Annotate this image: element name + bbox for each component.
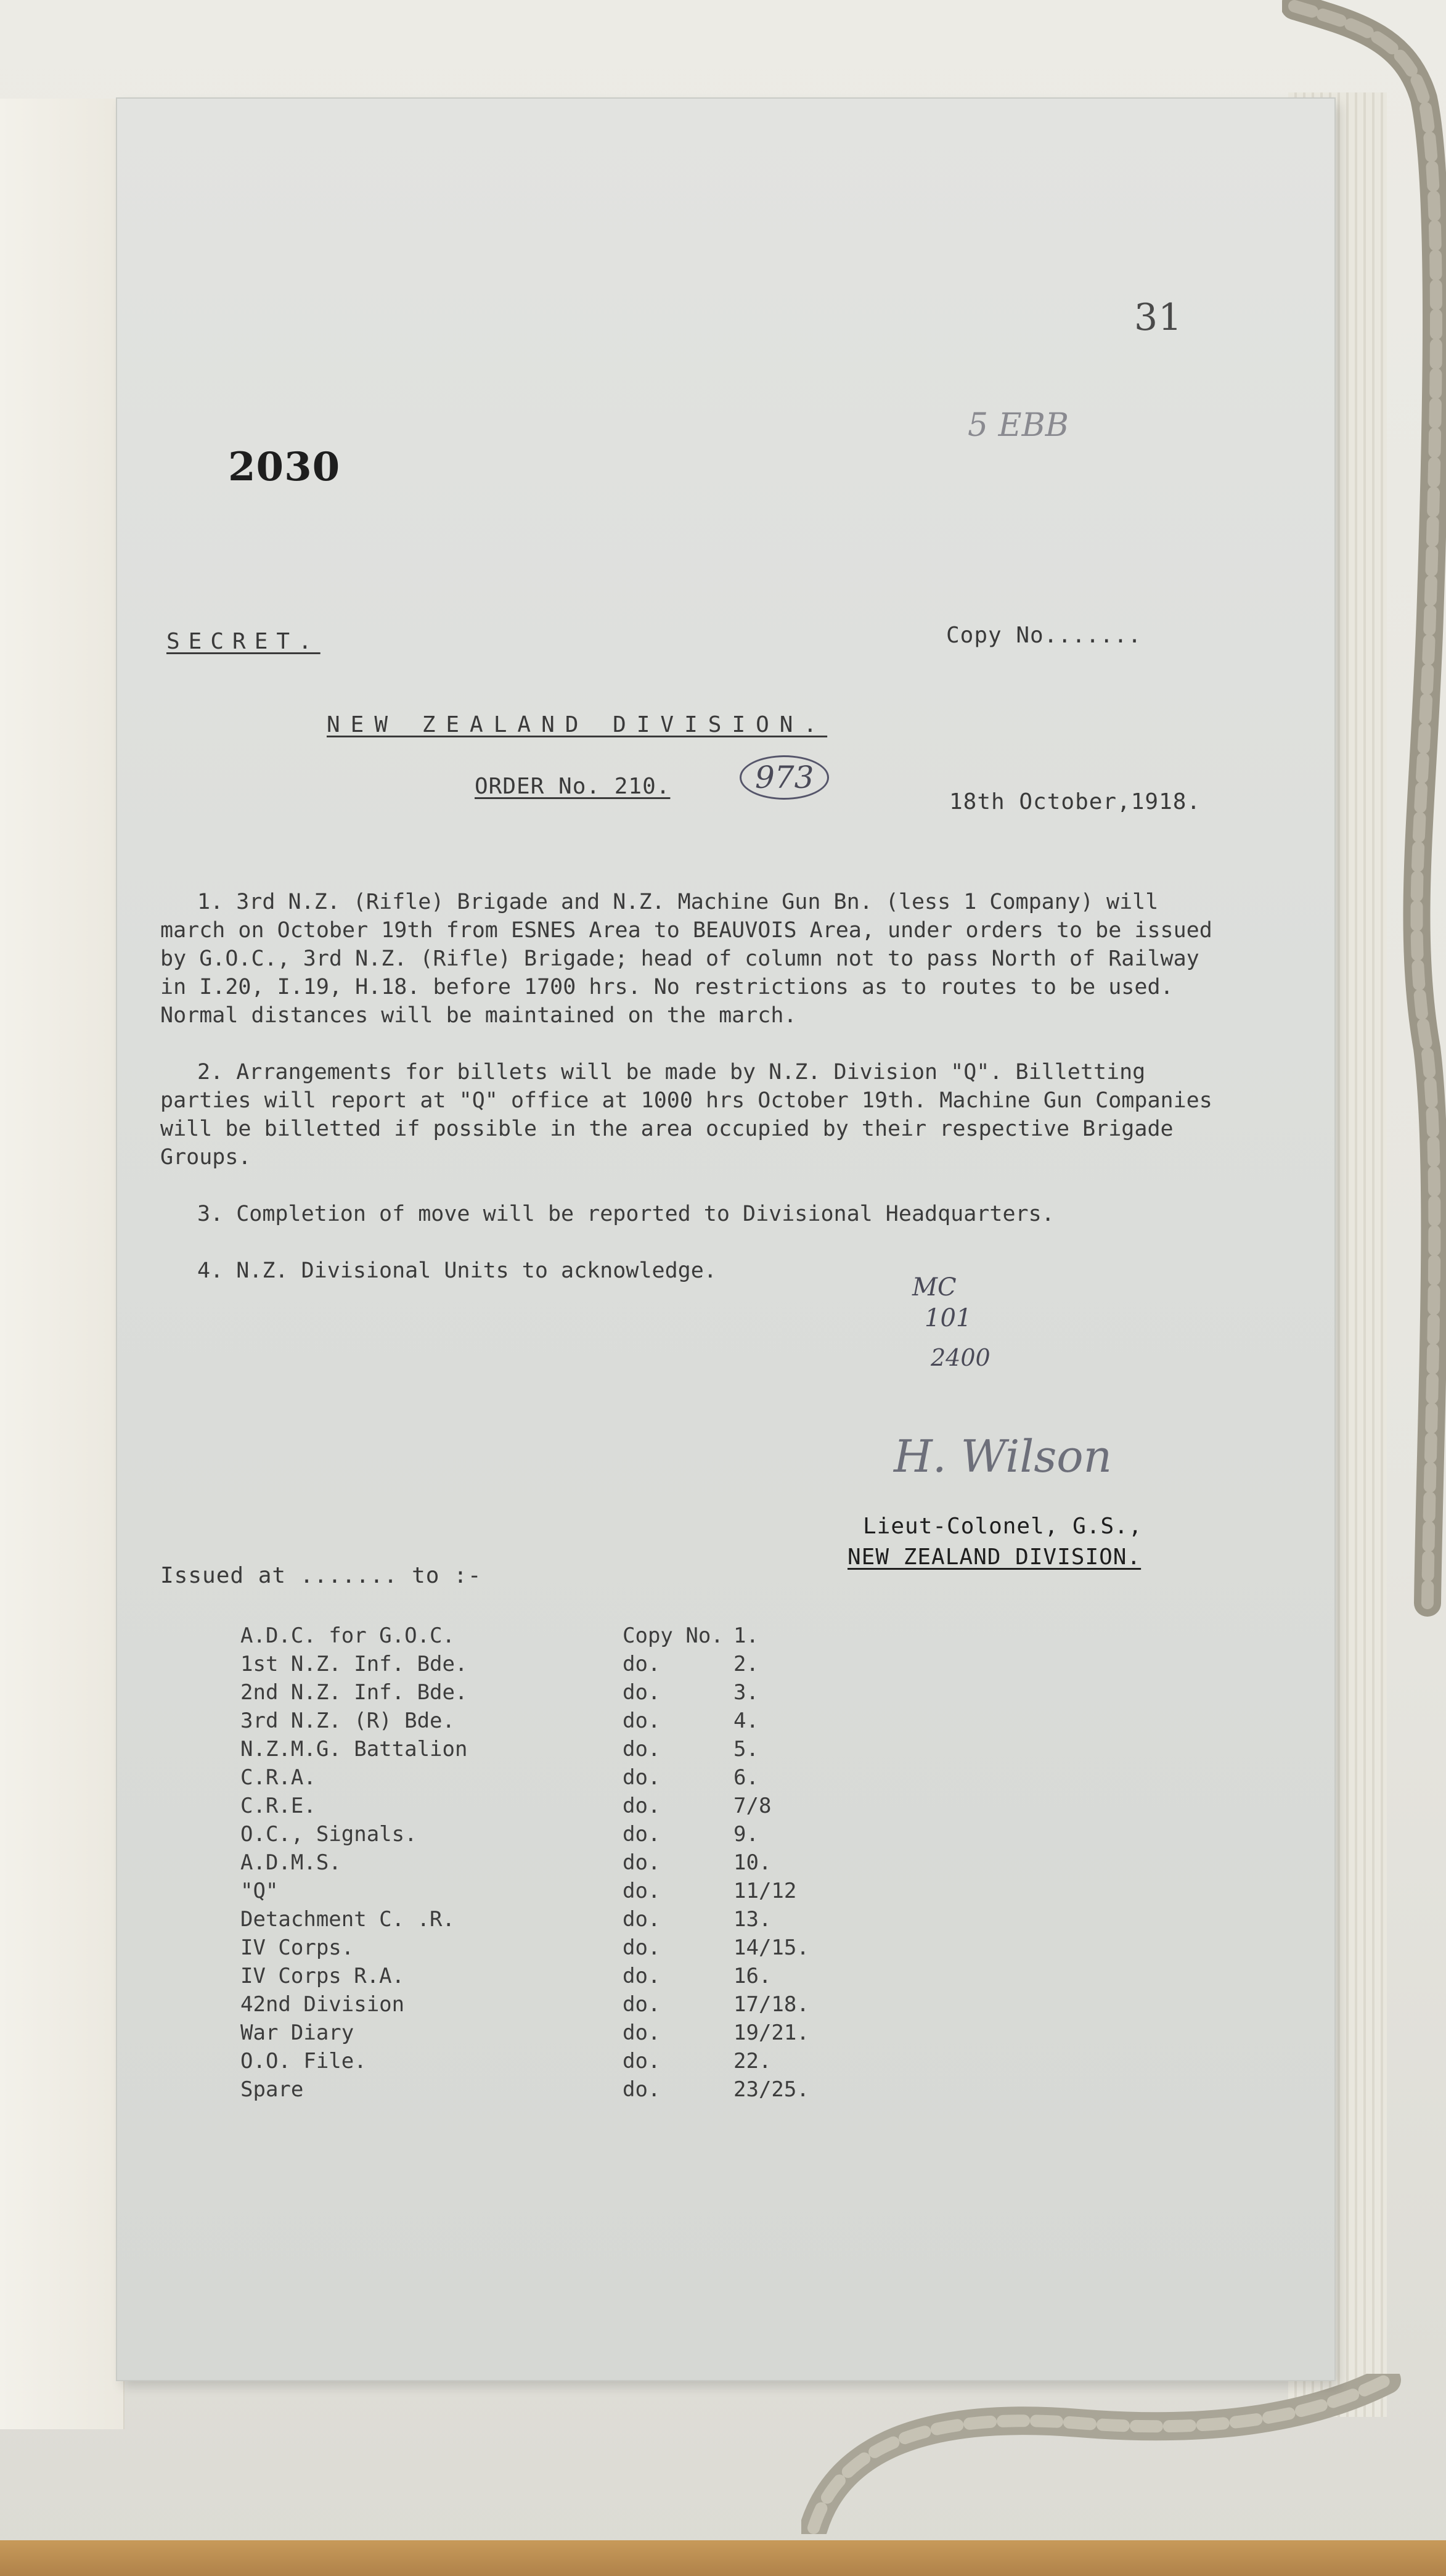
distribution-unit: O.O. File. [240,2049,367,2074]
distribution-ditto: do. [623,2020,661,2045]
distribution-unit: Spare [240,2077,304,2102]
copy-number: Copy No....... [946,623,1142,648]
distribution-ditto: do. [623,1652,661,1676]
distribution-row [240,1735,918,1763]
distribution-copy: 5. [733,1737,759,1762]
distribution-copy: 2. [733,1652,759,1676]
distribution-ditto: do. [623,1765,661,1790]
distribution-ditto: do. [623,1964,661,1988]
distribution-ditto: do. [623,1822,661,1847]
distribution-unit: C.R.A. [240,1765,316,1790]
distribution-copy: 6. [733,1765,759,1790]
distribution-unit: IV Corps R.A. [240,1964,405,1988]
distribution-unit: IV Corps. [240,1935,354,1960]
handwritten-note-2: 101 [925,1304,972,1332]
issued-line: Issued at ....... to :- [160,1563,482,1588]
distribution-row [240,1792,918,1820]
signature-title: Lieut-Colonel, G.S., [863,1514,1143,1539]
distribution-ditto: do. [623,2049,661,2074]
facing-page [0,99,125,2429]
distribution-row [240,1707,918,1735]
distribution-unit: 1st N.Z. Inf. Bde. [240,1652,468,1676]
distribution-copy: 9. [733,1822,759,1847]
distribution-copy: 16. [733,1964,772,1988]
distribution-copy: 13. [733,1907,772,1932]
distribution-unit: A.D.M.S. [240,1850,341,1875]
distribution-row [240,1763,918,1792]
desk-edge [0,2540,1446,2576]
distribution-copy: 10. [733,1850,772,1875]
distribution-ditto: do. [623,1708,661,1733]
distribution-ditto: do. [623,1680,661,1705]
distribution-ditto: do. [623,1879,661,1903]
distribution-ditto: do. [623,2077,661,2102]
distribution-ditto: do. [623,1935,661,1960]
distribution-row [240,1962,918,1990]
distribution-copy: 4. [733,1708,759,1733]
handwritten-note-3: 2400 [931,1344,991,1371]
distribution-row [240,2019,918,2047]
distribution-unit: N.Z.M.G. Battalion [240,1737,468,1762]
distribution-row [240,2047,918,2075]
distribution-unit: O.C., Signals. [240,1822,417,1847]
distribution-unit: Detachment C. .R. [240,1907,455,1932]
distribution-row [240,1905,918,1934]
distribution-ditto: do. [623,1907,661,1932]
paragraph-2: 2. Arrangements for billets will be made by N.Z. Division "Q". Billetting parties will report at "Q" office at 1000 hrs October 19th. Machine Gun Companies will be billetted if possible in the area occupied by their respective Brigade Groups. [160,1060,1212,1170]
classification: SECRET. [166,629,321,654]
distribution-unit: "Q" [240,1879,279,1903]
distribution-copy: 23/25. [733,2077,809,2102]
distribution-row [240,1678,918,1707]
distribution-copy: 11/12 [733,1879,797,1903]
distribution-unit: 42nd Division [240,1992,405,2017]
binding-string-bottom [801,2374,1418,2534]
paragraph-4: 4. N.Z. Divisional Units to acknowledge. [197,1258,717,1283]
signature-division: NEW ZEALAND DIVISION. [848,1544,1142,1570]
handwritten-note-1: MC [912,1273,957,1302]
signature: H. Wilson [894,1430,1113,1482]
heading: NEW ZEALAND DIVISION. [327,712,828,737]
order-body [160,888,1233,1285]
distribution-ditto: do. [623,1992,661,2017]
distribution-row [240,1990,918,2019]
distribution-row [240,1877,918,1905]
order-number: ORDER No. 210. [475,774,671,799]
distribution-unit: 3rd N.Z. (R) Bde. [240,1708,455,1733]
distribution-unit: War Diary [240,2020,354,2045]
distribution-copy: 1. [733,1623,759,1648]
distribution-ditto: do. [623,1794,661,1818]
paragraph-1: 1. 3rd N.Z. (Rifle) Brigade and N.Z. Machine Gun Bn. (less 1 Company) will march on October 19th from ESNES Area to BEAUVOIS Area, under orders to be issued by G.O.C., 3rd N.Z. (Rifle) Brigade; head of column not to pass North of Railway in I.20, I.19, H.18. before 1700 hrs. No restrictions as to routes to be used. Normal distances will be maintained on the march. [160,890,1212,1028]
distribution-copy: 19/21. [733,2020,809,2045]
distribution-ditto: Copy No. [623,1623,724,1648]
folio-number: 31 [1134,296,1183,339]
distribution-copy: 22. [733,2049,772,2074]
distribution-unit: A.D.C. for G.O.C. [240,1623,455,1648]
distribution-row [240,2075,918,2104]
document-sheet [117,99,1334,2380]
distribution-copy: 17/18. [733,1992,809,2017]
handwritten-reference: 973 [740,755,829,800]
distribution-row [240,1934,918,1962]
document-number: 2030 [228,444,341,490]
distribution-copy: 3. [733,1680,759,1705]
distribution-row [240,1650,918,1678]
distribution-row [240,1820,918,1848]
distribution-row [240,1622,918,1650]
order-date: 18th October,1918. [949,789,1201,814]
distribution-unit: 2nd N.Z. Inf. Bde. [240,1680,468,1705]
handwritten-corner-mark: 5 EBB [968,407,1069,444]
distribution-ditto: do. [623,1850,661,1875]
distribution-unit: C.R.E. [240,1794,316,1818]
distribution-copy: 7/8 [733,1794,772,1818]
distribution-list [240,1622,918,2104]
distribution-ditto: do. [623,1737,661,1762]
paragraph-3: 3. Completion of move will be reported to Divisional Headquarters. [197,1202,1055,1226]
distribution-copy: 14/15. [733,1935,809,1960]
distribution-row [240,1848,918,1877]
